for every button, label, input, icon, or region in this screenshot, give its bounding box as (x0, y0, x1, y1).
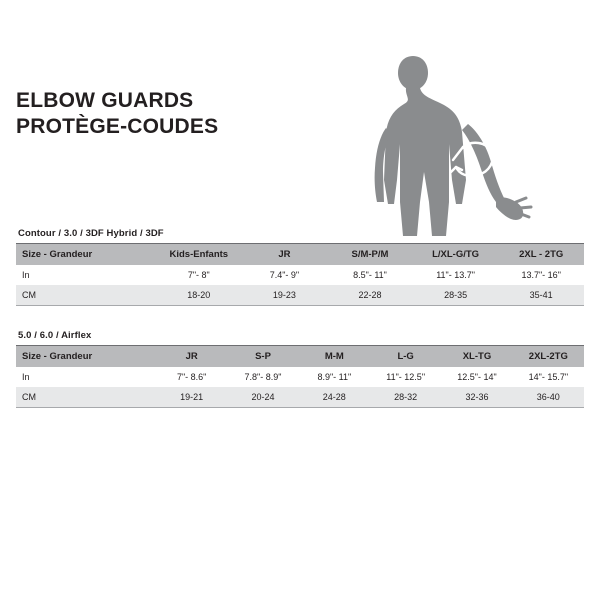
table-caption-airflex: 5.0 / 6.0 / Airflex (18, 330, 92, 341)
row-label-in: In (16, 265, 156, 285)
column-header-jr: JR (156, 346, 227, 367)
cell-in-sm: 8.5"- 11" (327, 265, 413, 285)
cell-in-kids: 7"- 8" (156, 265, 242, 285)
cell-cm-l: 28-32 (370, 387, 441, 407)
column-header-size: Size - Grandeur (16, 244, 156, 265)
row-label-cm: CM (16, 285, 156, 305)
column-header-sm: S/M-P/M (327, 244, 413, 265)
cell-cm-kids: 18-20 (156, 285, 242, 305)
row-label-in: In (16, 367, 156, 387)
column-header-xl: XL-TG (441, 346, 512, 367)
cell-in-2xl: 13.7"- 16" (498, 265, 584, 285)
cell-cm-jr: 19-21 (156, 387, 227, 407)
column-header-kids: Kids-Enfants (156, 244, 242, 265)
cell-in-s: 7.8"- 8.9" (227, 367, 298, 387)
column-header-size: Size - Grandeur (16, 346, 156, 367)
column-header-m: M-M (299, 346, 370, 367)
cell-cm-lxl: 28-35 (413, 285, 499, 305)
cell-cm-xl: 32-36 (441, 387, 512, 407)
table-row (16, 387, 584, 407)
cell-in-m: 8.9"- 11" (299, 367, 370, 387)
cell-in-2xl: 14"- 15.7" (513, 367, 584, 387)
elbow-measurement-figure (350, 52, 540, 237)
cell-cm-m: 24-28 (299, 387, 370, 407)
cell-cm-sm: 22-28 (327, 285, 413, 305)
page-title (16, 88, 376, 140)
title-english: ELBOW GUARDS (16, 89, 194, 112)
table-header-row (16, 244, 584, 265)
column-header-l: L-G (370, 346, 441, 367)
table-contour (16, 244, 584, 305)
cell-in-l: 11"- 12.5" (370, 367, 441, 387)
table-header-row (16, 346, 584, 367)
column-header-2xl: 2XL-2TG (513, 346, 584, 367)
row-label-cm: CM (16, 387, 156, 407)
cell-in-xl: 12.5"- 14" (441, 367, 512, 387)
table-bottom-rule (16, 407, 584, 408)
column-header-jr: JR (242, 244, 328, 265)
table-row (16, 265, 584, 285)
cell-in-jr: 7"- 8.6" (156, 367, 227, 387)
size-table-contour (16, 228, 584, 306)
cell-cm-jr: 19-23 (242, 285, 328, 305)
table-bottom-rule (16, 305, 584, 306)
cell-cm-2xl: 36-40 (513, 387, 584, 407)
column-header-lxl: L/XL-G/TG (413, 244, 499, 265)
cell-in-jr: 7.4"- 9" (242, 265, 328, 285)
column-header-2xl: 2XL - 2TG (498, 244, 584, 265)
cell-cm-s: 20-24 (227, 387, 298, 407)
title-french: PROTÈGE-COUDES (16, 115, 219, 138)
table-caption-contour: Contour / 3.0 / 3DF Hybrid / 3DF (18, 228, 164, 239)
cell-in-lxl: 11"- 13.7" (413, 265, 499, 285)
table-airflex (16, 346, 584, 407)
table-row (16, 367, 584, 387)
column-header-s: S-P (227, 346, 298, 367)
table-row (16, 285, 584, 305)
body-silhouette-icon (375, 56, 531, 236)
cell-cm-2xl: 35-41 (498, 285, 584, 305)
size-table-airflex (16, 330, 584, 408)
